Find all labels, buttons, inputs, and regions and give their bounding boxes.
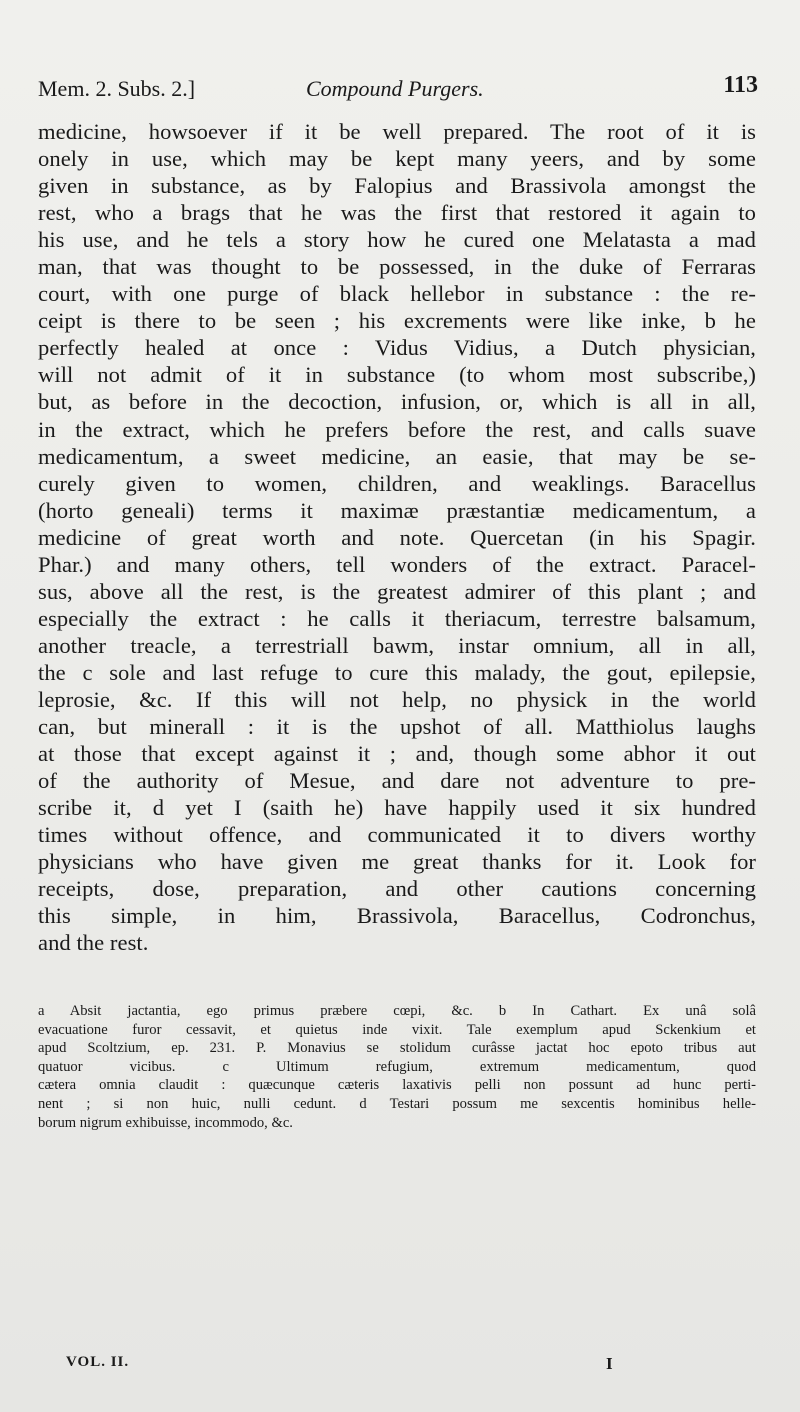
text-line: but, as before in the decoction, infusion, or, which is all in all, [38,389,756,415]
text-line: of the authority of Mesue, and dare not adventure to pre- [38,768,756,794]
text-line: man, that was thought to be possessed, in the duke of Ferraras [38,254,756,280]
footnote-line: quatuor vicibus. c Ultimum refugium, extremum medicamentum, quod [38,1058,756,1075]
text-line: another treacle, a terrestriall bawm, instar omnium, all in all, [38,632,756,658]
text-line: medicine of great worth and note. Quercetan (in his Spagir. [38,524,756,550]
text-line: in the extract, which he prefers before the rest, and calls suave [38,416,756,442]
footnote-line: nent ; si non huic, nulli cedunt. d Testari possum me sexcentis hominibus helle- [38,1095,756,1112]
footnote-line: evacuatione furor cessavit, et quietus inde vixit. Tale exemplum apud Sckenkium et [38,1021,756,1038]
footnotes [38,1002,756,1132]
text-line: medicine, howsoever if it be well prepared. The root of it is [38,119,756,144]
footnote-line: borum nigrum exhibuisse, incommodo, &c. [38,1114,293,1131]
footnote-line: apud Scoltzium, ep. 231. P. Monavius se stolidum curâsse jactat hoc epoto tribus aut [38,1040,756,1057]
text-line: at those that except against it ; and, though some abhor it out [38,741,756,767]
text-line: physicians who have given me great thanks for it. Look for [38,849,756,875]
text-line: ceipt is there to be seen ; his excrements were like inke, b he [38,308,756,334]
text-line: his use, and he tels a story how he cured one Melatasta a mad [38,227,756,253]
main-text [38,118,756,956]
text-line: scribe it, d yet I (saith he) have happily used it six hundred [38,795,756,821]
text-line: onely in use, which may be kept many yeers, and by some [38,146,756,172]
text-line: will not admit of it in substance (to whom most subscribe,) [38,362,756,388]
text-line: and the rest. [38,930,149,956]
text-line: leprosie, &c. If this will not help, no physick in the world [38,686,756,712]
text-line: sus, above all the rest, is the greatest admirer of this plant ; and [38,578,756,604]
signature-mark: I [606,1354,614,1373]
volume-mark: VOL. II. [66,1354,130,1370]
text-line: given in substance, as by Falopius and Brassivola amongst the [38,173,756,199]
page-number: 113 [723,72,758,98]
text-line: receipts, dose, preparation, and other cautions concerning [38,876,756,902]
text-line: medicamentum, a sweet medicine, an easie, that may be se- [38,443,756,469]
text-line: especially the extract : he calls it theriacum, terrestre balsamum, [38,605,756,631]
text-line: curely given to women, children, and weaklings. Baracellus [38,470,756,496]
text-line: rest, who a brags that he was the first that restored it again to [38,200,756,226]
text-line: this simple, in him, Brassivola, Baracellus, Codronchus, [38,903,756,929]
section-reference: Mem. 2. Subs. 2.] [38,76,196,101]
running-title: Compound Purgers. [306,76,484,101]
running-header [38,72,758,110]
text-line: court, with one purge of black hellebor in substance : the re- [38,281,756,307]
page-footer [66,1354,666,1378]
text-line: can, but minerall : it is the upshot of all. Matthiolus laughs [38,714,756,740]
text-line: (horto geneali) terms it maximæ præstantiæ medicamentum, a [38,497,756,523]
text-line: perfectly healed at once : Vidus Vidius, a Dutch physician, [38,335,756,361]
footnote-line: cætera omnia claudit : quæcunque cæteris laxativis pelli non possunt ad hunc perti- [38,1077,756,1094]
text-line: the c sole and last refuge to cure this malady, the gout, epilepsie, [38,659,756,685]
text-line: Phar.) and many others, tell wonders of the extract. Paracel- [38,551,756,577]
text-line: times without offence, and communicated it to divers worthy [38,822,756,848]
footnote-line: a Absit jactantia, ego primus præbere cœpi, &c. b In Cathart. Ex unâ solâ [38,1003,756,1019]
